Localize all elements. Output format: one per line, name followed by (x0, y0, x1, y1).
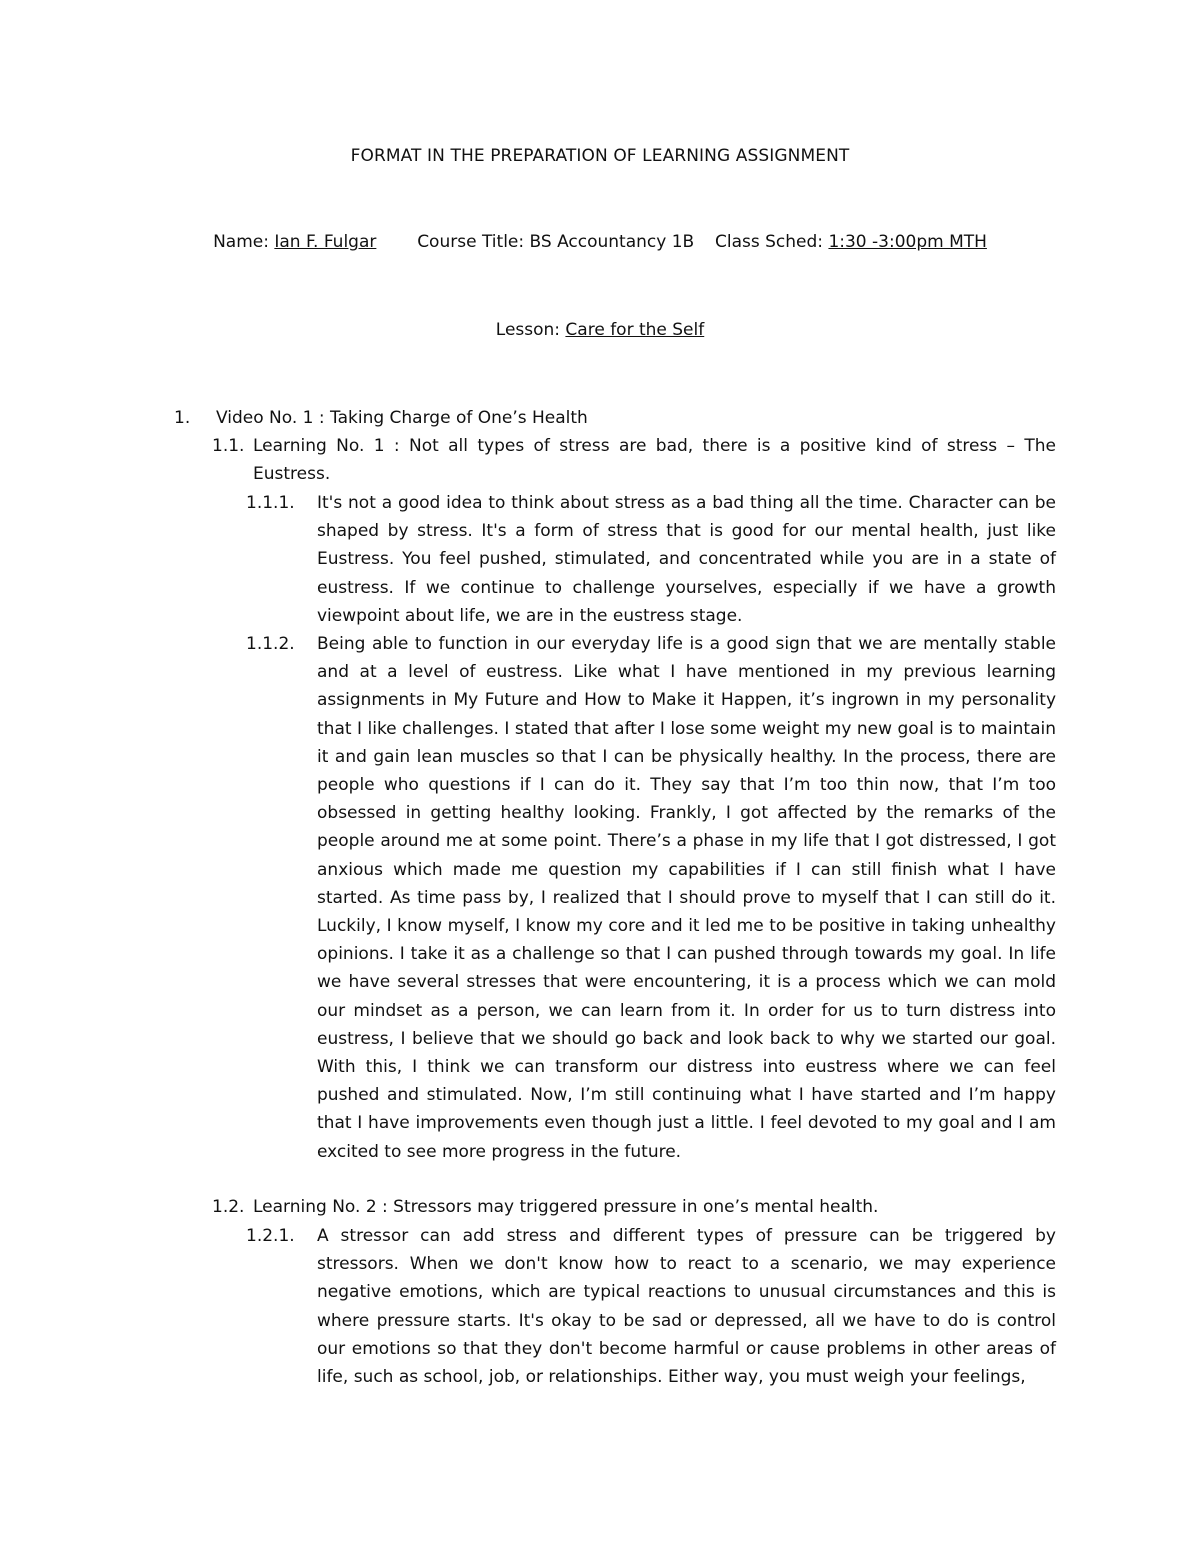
sched-label: Class Sched: (715, 232, 824, 252)
sched-value: 1:30 -3:00pm MTH (828, 232, 987, 252)
course-title: Course Title: BS Accountancy 1B (417, 232, 695, 252)
learning-number: 1.2. (212, 1197, 245, 1217)
point-text: Being able to function in our everyday life is a good sign that we are mentally stable and at a level of eustress. Like what I have mentioned in my previous learning assignments in My Future and How to Make it Happen, it’s ingrown in my personality that I like challenges. I stated that after I lose some weight my new goal is to maintain it and gain lean muscles so that I can be physically healthy. In the process, there are people who questions if I can do it. They say that I’m too thin now, that I’m too obsessed in getting healthy looking. Frankly, I got affected by the remarks of the people around me at some point. There’s a phase in my life that I got distressed, I got anxious which made me question my capabilities if I can still finish what I have started. As time pass by, I realized that I should prove to myself that I can still do it. Luckily, I know myself, I know my core and it led me to be positive in taking unhealthy opinions. I take it as a challenge so that I can pushed through towards my goal. In life we have several stresses that were encountering, it is a process which we can mold our mindset as a person, we can learn from it. In order for us to turn distress into eustress, I believe that we should go back and look back to why we started our goal. With this, I think we can transform our distress into eustress where we can feel pushed and stimulated. Now, I’m still continuing what I have started and I’m happy that I have improvements even though just a little. I feel devoted to my goal and I am excited to see more progress in the future. (317, 634, 1056, 1162)
point-number: 1.1.1. (246, 493, 295, 513)
lesson-value: Care for the Self (565, 320, 705, 340)
student-info-line (0, 232, 1200, 252)
section-heading: Video No. 1 : Taking Charge of One’s Health (216, 408, 588, 428)
point-text: It's not a good idea to think about stress as a bad thing all the time. Character can be shaped by stress. It's a form of stress that is good for our mental health, just like Eustress. You feel pushed, stimulated, and concentrated while you are in a state of eustress. If we continue to challenge yourselves, especially if we have a growth viewpoint about life, we are in the eustress stage. (317, 493, 1056, 626)
point-number: 1.2.1. (246, 1226, 295, 1246)
learning-text: Learning No. 1 : Not all types of stress are bad, there is a positive kind of stress – The Eustress. (253, 436, 1056, 485)
name-label: Name: (213, 232, 269, 252)
point-text: A stressor can add stress and different types of pressure can be triggered by stressors. When we don't know how to react to a scenario, we may experience negative emotions, which are typical reactions to unusual circumstances and this is where pressure starts. It's okay to be sad or depressed, all we have to do is control our emotions so that they don't become harmful or cause problems in other areas of life, such as school, job, or relationships. Either way, you must weigh your feelings, (317, 1226, 1056, 1388)
lesson-line (0, 320, 1200, 340)
learning-number: 1.1. (212, 436, 245, 456)
name-value: Ian F. Fulgar (274, 232, 377, 252)
section-number: 1. (174, 408, 191, 428)
point-number: 1.1.2. (246, 634, 295, 654)
learning-text: Learning No. 2 : Stressors may triggered pressure in one’s mental health. (253, 1197, 879, 1217)
lesson-label: Lesson: (495, 320, 561, 340)
document-title: FORMAT IN THE PREPARATION OF LEARNING ASSIGNMENT (350, 146, 850, 166)
